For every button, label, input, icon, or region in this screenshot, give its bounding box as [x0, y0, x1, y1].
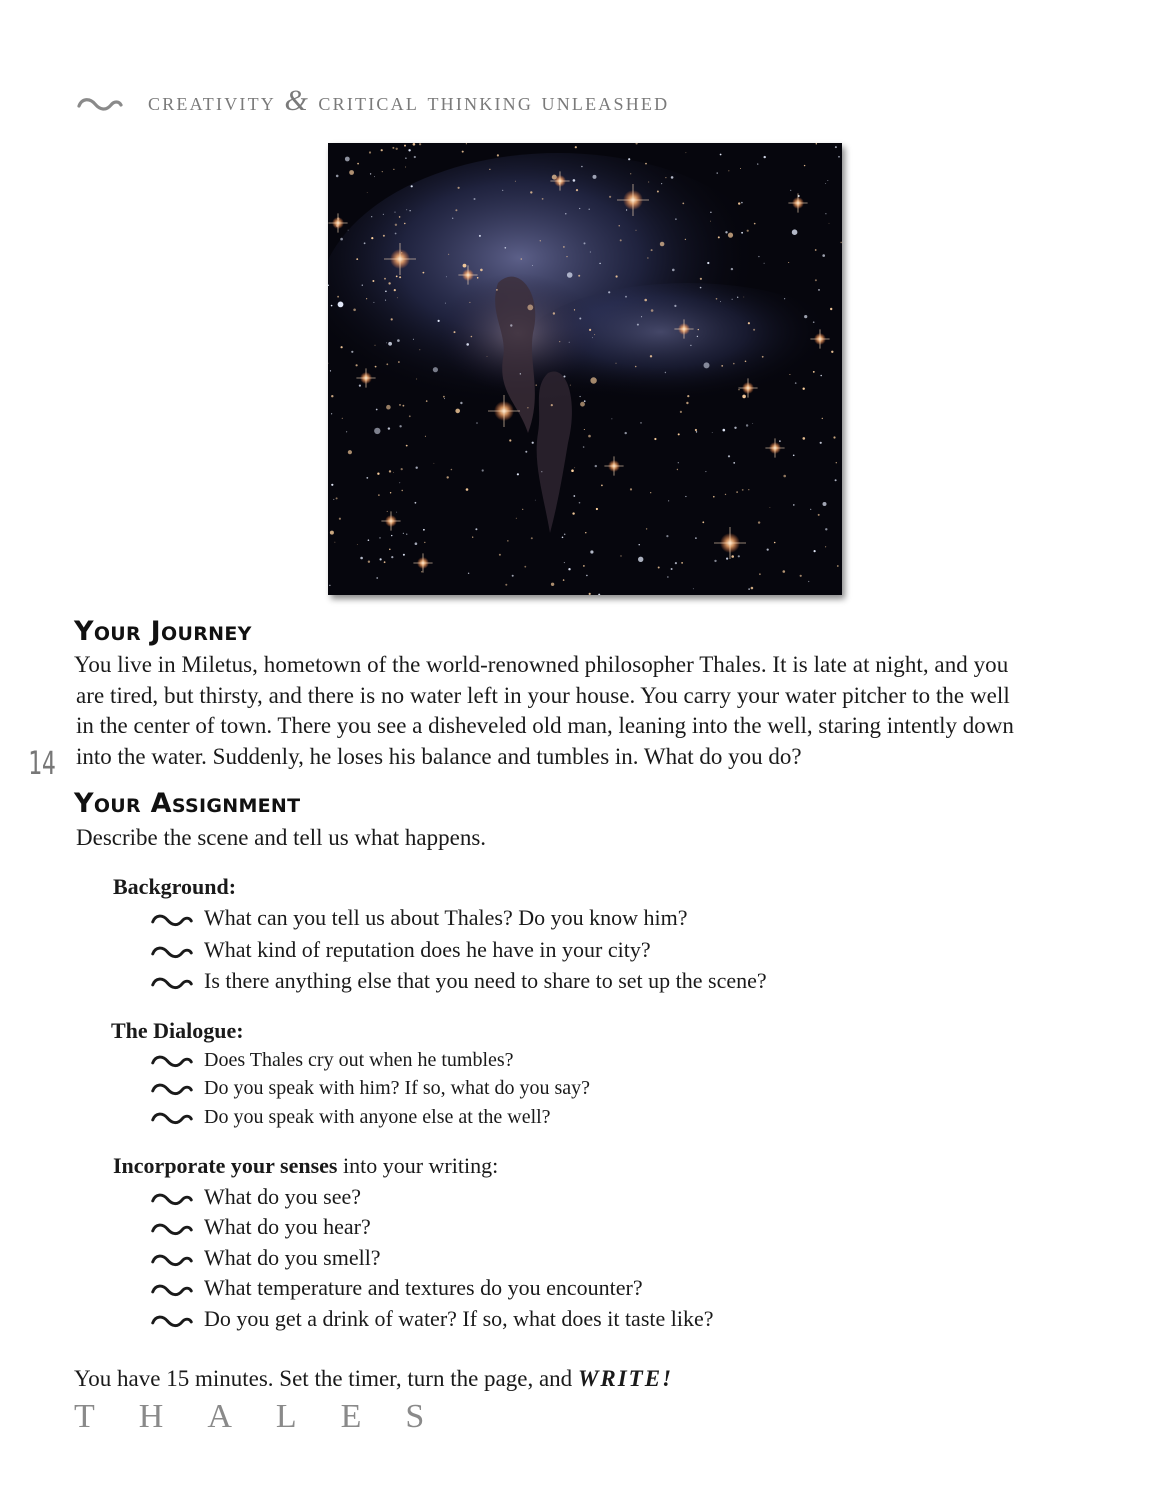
list-item-text: Do you get a drink of water? If so, what does it taste like?	[204, 1306, 714, 1331]
page-number: 14	[28, 744, 56, 782]
heading-your-assignment: Your Assignment	[74, 788, 301, 819]
journey-paragraph	[74, 650, 1014, 772]
swash-bullet-icon	[150, 1219, 194, 1239]
list-item	[150, 1245, 381, 1271]
list-item	[150, 1275, 643, 1301]
list-item-text: What do you hear?	[204, 1214, 371, 1239]
list-item-text: What kind of reputation does he have in your city?	[204, 937, 651, 962]
list-item-text: What do you see?	[204, 1184, 361, 1209]
list-item	[150, 968, 767, 994]
swash-bullet-icon	[150, 1189, 194, 1209]
journey-line: into the water. Suddenly, he loses his balance and tumbles in. What do you do?	[76, 743, 802, 769]
swash-bullet-icon	[150, 1250, 194, 1270]
swash-bullet-icon	[150, 1311, 194, 1331]
list-item	[150, 905, 687, 931]
swash-bullet-icon	[150, 1280, 194, 1300]
list-item-text: Do you speak with anyone else at the well?	[204, 1106, 551, 1128]
group-label-senses-rest: into your writing:	[337, 1153, 499, 1178]
running-head-text-1: creativity	[148, 89, 285, 116]
assignment-intro: Describe the scene and tell us what happens.	[76, 825, 487, 850]
swash-ornament-icon	[76, 94, 124, 114]
nebula-photo	[328, 143, 842, 595]
list-item-text: Do you speak with him? If so, what do you say?	[204, 1077, 591, 1099]
list-item-text: Is there anything else that you need to share to set up the scene?	[204, 968, 767, 993]
list-item	[150, 937, 651, 963]
swash-bullet-icon	[150, 942, 194, 962]
closing-line	[74, 1364, 673, 1395]
swash-bullet-icon	[150, 1108, 194, 1128]
swash-bullet-icon	[150, 910, 194, 930]
list-item	[150, 1077, 590, 1100]
swash-bullet-icon	[150, 973, 194, 993]
nebula-illustration	[328, 143, 842, 595]
journey-line: are tired, but thirsty, and there is no water left in your house. You carry your water pitcher to the well	[76, 682, 1010, 708]
group-label-dialogue: The Dialogue:	[111, 1018, 244, 1043]
footer-title: THALES	[74, 1398, 469, 1435]
running-head	[76, 84, 670, 117]
list-item	[150, 1184, 361, 1210]
list-item-text: What temperature and textures do you encounter?	[204, 1275, 643, 1300]
closing-emphasis: WRITE!	[577, 1366, 674, 1391]
journey-line: in the center of town. There you see a disheveled old man, leaning into the well, staring intently down	[76, 713, 1014, 738]
list-item-text: Does Thales cry out when he tumbles?	[204, 1049, 514, 1071]
group-label-background: Background:	[113, 874, 237, 899]
list-item-text: What do you smell?	[204, 1245, 381, 1270]
swash-bullet-icon	[150, 1051, 194, 1071]
list-item-text: What can you tell us about Thales? Do you know him?	[204, 905, 688, 930]
heading-your-journey: Your Journey	[74, 616, 252, 647]
swash-bullet-icon	[150, 1079, 194, 1099]
group-label-senses-bold: Incorporate your senses	[113, 1153, 338, 1178]
group-label-senses	[113, 1153, 498, 1179]
list-item	[150, 1049, 514, 1072]
list-item	[150, 1214, 371, 1240]
list-item	[150, 1306, 714, 1332]
closing-text: You have 15 minutes. Set the timer, turn the page, and	[74, 1366, 578, 1391]
running-head-text-2: critical thinking unleashed	[309, 89, 670, 116]
journey-line: You live in Miletus, hometown of the world-renowned philosopher Thales. It is late at night, and you	[74, 652, 1009, 677]
running-head-ampersand: &	[284, 84, 310, 117]
list-item	[150, 1106, 551, 1129]
